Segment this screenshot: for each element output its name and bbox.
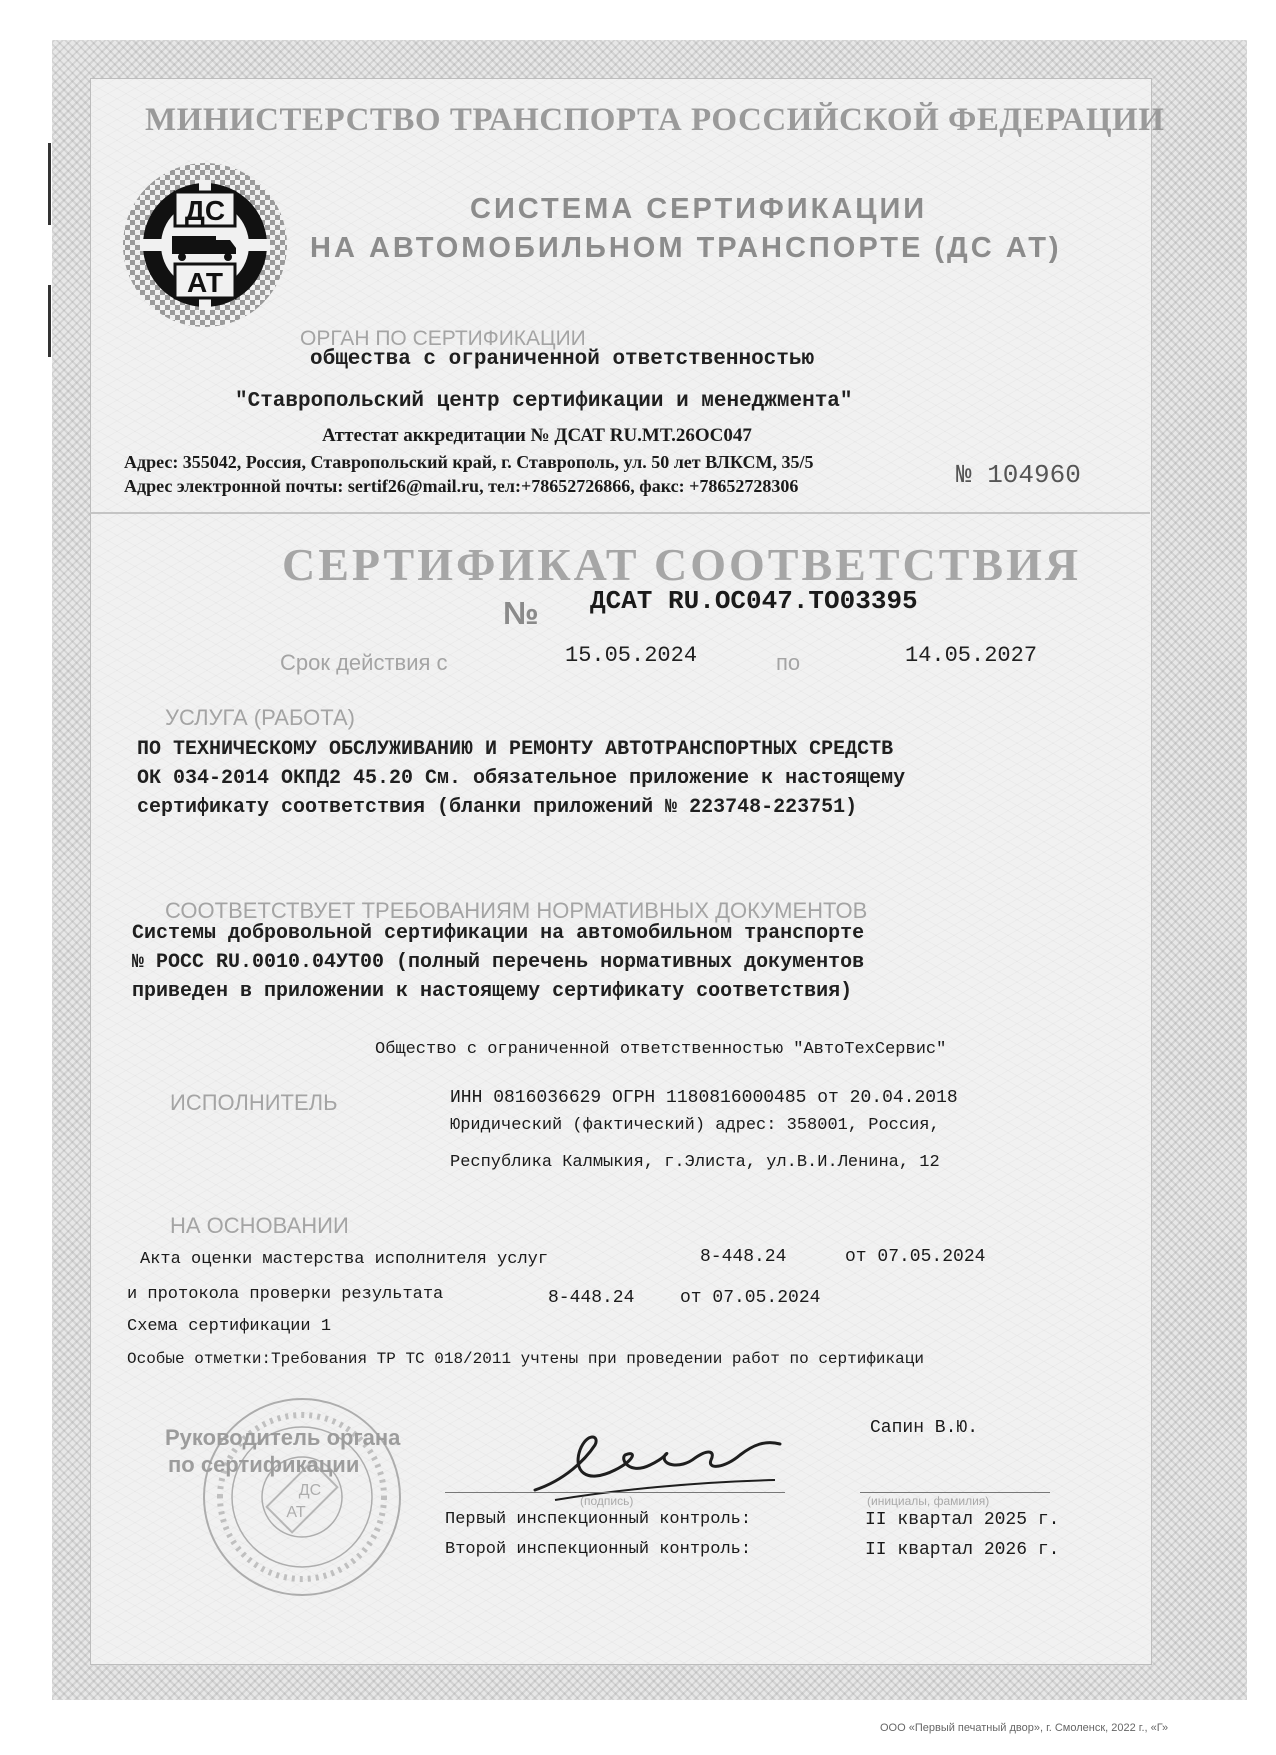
second-inspection-value: II квартал 2026 г.	[865, 1540, 1060, 1560]
basis-protocol-text: и протокола проверки результата	[127, 1285, 444, 1304]
body-org-type: общества с ограниченной ответственностью	[310, 348, 815, 371]
signatory-role: Руководитель органа	[165, 1425, 401, 1450]
executor-name: Общество с ограниченной ответственностью "АвтоТехСервис"	[375, 1040, 947, 1059]
binding-mark	[48, 143, 51, 225]
conformity-line: № РОСС RU.0010.04УТ00 (полный перечень нормативных документов	[132, 951, 865, 974]
first-inspection-label: Первый инспекционный контроль:	[445, 1510, 752, 1529]
certificate-title: СЕРТИФИКАТ СООТВЕТСТВИЯ	[282, 539, 1082, 590]
body-address: Адрес: 355042, Россия, Ставропольский край, г. Ставрополь, ул. 50 лет ВЛКСМ, 35/5	[124, 452, 814, 472]
basis-protocol-number: 8-448.24	[548, 1288, 635, 1308]
body-label: ОРГАН ПО СЕРТИФИКАЦИИ	[300, 327, 586, 350]
first-inspection-value: II квартал 2025 г.	[865, 1510, 1060, 1530]
logo-top-text: ДС	[184, 195, 226, 226]
conformity-label: СООТВЕТСТВУЕТ ТРЕБОВАНИЯМ НОРМАТИВНЫХ ДОКУМЕНТОВ	[165, 898, 868, 923]
basis-act-text: Акта оценки мастерства исполнителя услуг	[140, 1250, 549, 1269]
handwritten-signature	[525, 1420, 790, 1510]
valid-from: 15.05.2024	[565, 643, 698, 668]
svg-text:ДС: ДС	[298, 1482, 322, 1499]
printer-footer: ООО «Первый печатный двор», г. Смоленск, 2022 г., «Г»	[880, 1722, 1169, 1734]
service-line: сертификату соответствия (бланки приложений № 223748-223751)	[137, 796, 858, 819]
name-caption: (инициалы, фамилия)	[867, 1494, 990, 1508]
signatory-name: Сапин В.Ю.	[870, 1418, 979, 1438]
service-label: УСЛУГА (РАБОТА)	[165, 705, 355, 730]
validity-label: Срок действия с	[280, 650, 448, 675]
to-label: по	[776, 650, 801, 675]
valid-to: 14.05.2027	[905, 643, 1038, 668]
signature-caption: (подпись)	[580, 1494, 634, 1508]
certificate-number: ДСАТ RU.OC047.TO03395	[590, 586, 918, 616]
service-line: ПО ТЕХНИЧЕСКОМУ ОБСЛУЖИВАНИЮ И РЕМОНТУ АВТОТРАНСПОРТНЫХ СРЕДСТВ	[137, 738, 894, 761]
executor-address: Республика Калмыкия, г.Элиста, ул.В.И.Ленина, 12	[450, 1153, 940, 1172]
svg-text:АТ: АТ	[286, 1504, 306, 1521]
basis-act-number: 8-448.24	[700, 1247, 787, 1267]
signatory-role: по сертификации	[168, 1452, 360, 1477]
ministry-title: МИНИСТЕРСТВО ТРАНСПОРТА РОССИЙСКОЙ ФЕДЕРАЦИИ	[145, 102, 1165, 138]
system-title-line1: СИСТЕМА СЕРТИФИКАЦИИ	[470, 193, 928, 225]
executor-ids: ИНН 0816036629 ОГРН 1180816000485 от 20.04.2018	[450, 1088, 958, 1108]
certificate-number-sign: №	[503, 595, 539, 631]
binding-mark	[48, 285, 51, 357]
body-org-name: "Ставропольский центр сертификации и менеджмента"	[235, 390, 853, 413]
ds-at-logo	[120, 160, 290, 330]
header-divider	[90, 512, 1150, 514]
second-inspection-label: Второй инспекционный контроль:	[445, 1540, 752, 1559]
service-line: ОК 034-2014 ОКПД2 45.20 См. обязательное приложение к настоящему	[137, 767, 906, 790]
basis-act-date: от 07.05.2024	[845, 1247, 986, 1267]
name-line	[860, 1492, 1050, 1493]
system-title-line2: НА АВТОМОБИЛЬНОМ ТРАНСПОРТЕ (ДС АТ)	[310, 232, 1062, 264]
basis-scheme: Схема сертификации 1	[127, 1317, 332, 1336]
conformity-line: приведен в приложении к настоящему сертификату соответствия)	[132, 980, 853, 1003]
logo-bottom-text: АТ	[187, 267, 223, 298]
basis-notes: Особые отметки:Требования ТР ТС 018/2011 учтены при проведении работ по сертификаци	[127, 1350, 924, 1368]
form-number: № 104960	[956, 460, 1081, 490]
conformity-line: Системы добровольной сертификации на автомобильном транспорте	[132, 922, 865, 945]
accreditation: Аттестат аккредитации № ДСАТ RU.MT.26OC047	[322, 425, 752, 446]
body-contacts: Адрес электронной почты: sertif26@mail.ru, тел:+78652726866, факс: +78652728306	[124, 476, 799, 496]
executor-label: ИСПОЛНИТЕЛЬ	[170, 1090, 338, 1115]
signature-line	[445, 1492, 785, 1493]
basis-protocol-date: от 07.05.2024	[680, 1288, 821, 1308]
executor-address: Юридический (фактический) адрес: 358001, Россия,	[450, 1116, 940, 1135]
basis-label: НА ОСНОВАНИИ	[170, 1213, 349, 1238]
